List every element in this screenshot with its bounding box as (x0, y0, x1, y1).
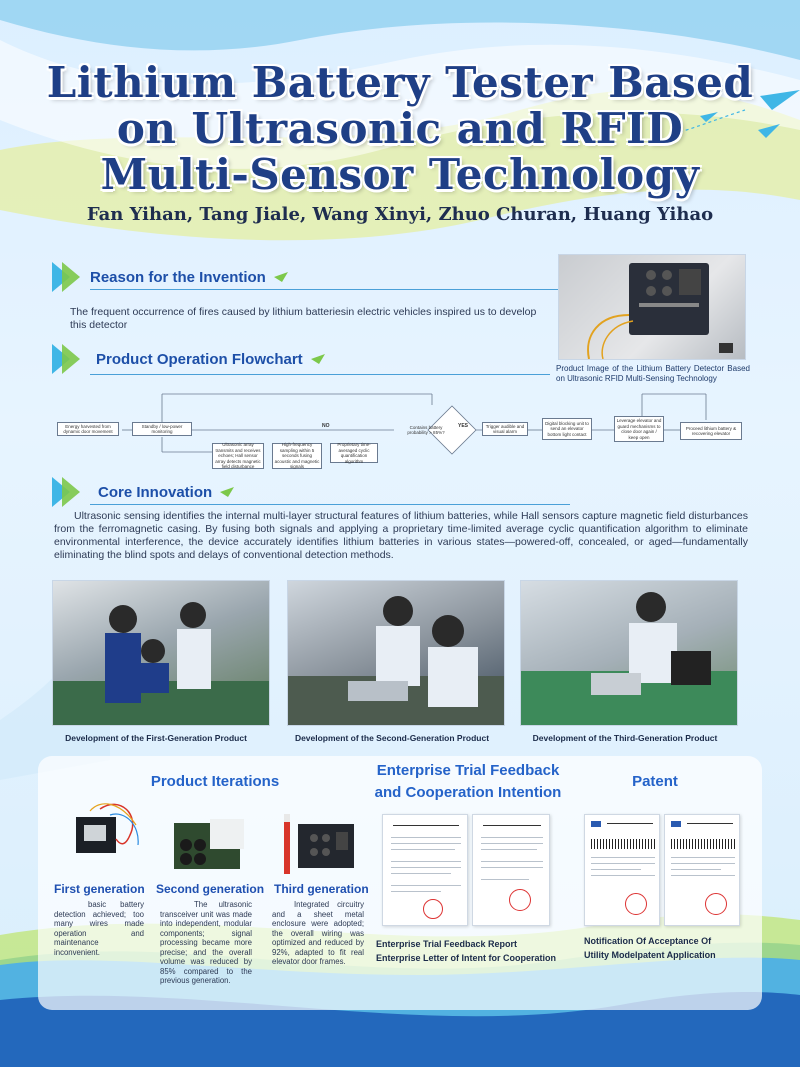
poster-title (0, 60, 800, 198)
flow-decision: Contains battery probability > 85%? (407, 424, 445, 435)
flow-box-8: Digital blocking unit to send an elevator bottom light contact (542, 418, 592, 440)
product-device-illustration (559, 255, 746, 360)
patent-caption-line1: Notification Of Acceptance Of (584, 936, 712, 946)
core-heading-label: Core Innovation (98, 483, 213, 501)
patent-caption (584, 934, 754, 962)
flow-box-2: Standby / low-power monitoring (132, 422, 192, 436)
gen1-text: basic battery detection achieved; too many wires made operation and maintenance inconvenient. (54, 900, 144, 957)
enterprise-caption (376, 937, 576, 965)
gen1-label: First generation (54, 882, 145, 896)
gen3-text: Integrated circuitry and a sheet metal enclosure were adopted; the overall wiring was optimized and reduced by 92%, adapted to fit real elevator door frames. (272, 900, 364, 966)
enterprise-heading-line2: and Cooperation Intention (374, 784, 562, 801)
title-line-1: Lithium Battery Tester Based (46, 58, 754, 107)
reason-text: The frequent occurrence of fires caused by lithium batteriesin electric vehicles inspired us to develop this detector (70, 306, 537, 331)
reason-heading (52, 262, 288, 292)
core-divider (90, 504, 570, 505)
patent-document-1 (584, 814, 660, 926)
gen3-image (280, 814, 358, 878)
title-line-3: Multi-Sensor Technology (100, 150, 700, 199)
reason-heading-label: Reason for the Invention (90, 268, 266, 286)
gen2-label: Second generation (156, 882, 265, 896)
flowchart-heading (52, 344, 325, 374)
paper-plane-icon (220, 487, 234, 497)
gen1-image (70, 795, 146, 865)
flow-box-7: Trigger audible and visual alarm (482, 422, 528, 436)
patent-caption-line2: Utility Modelpatent Application (584, 950, 716, 960)
dev-photo-3 (520, 580, 738, 726)
chevron-icon (52, 477, 86, 507)
product-image (558, 254, 746, 360)
flow-box-10: Proceed lithium battery & recovering elevator (680, 422, 742, 440)
flow-box-1: Energy harvested from dynamic door movement (57, 422, 119, 436)
iterations-heading: Product Iterations (150, 773, 280, 790)
chevron-icon (52, 262, 86, 292)
core-heading (52, 477, 234, 507)
dev-caption-2: Development of the Second-Generation Product (294, 733, 490, 743)
title-line-2: on Ultrasonic and RFID (116, 104, 684, 153)
reason-divider (90, 289, 560, 290)
chevron-icon (52, 344, 86, 374)
flow-box-5: Proprietary time-averaged cyclic quantification algorithm (330, 443, 378, 463)
flow-yes-label: YES (458, 423, 469, 429)
paper-plane-icon (274, 272, 288, 282)
flowchart-heading-label: Product Operation Flowchart (96, 350, 303, 368)
dev-photo-2 (287, 580, 505, 726)
dev-caption-1: Development of the First-Generation Product (65, 733, 247, 743)
paper-plane-icon (311, 354, 325, 364)
authors: Fan Yihan, Tang Jiale, Wang Xinyi, Zhuo Churan, Huang Yihao (86, 204, 714, 225)
core-text: Ultrasonic sensing identifies the internal multi-layer structural features of lithium batteries, while Hall sensors capture magnetic field disturbances from the ferromagnetic casing. By fusing both signals and applying a proprietary time-limited average cyclic quantification algorithm to eliminate environmental interference, the device accurately identifies lithium batteries in various states—powered-off, concealed, or aged—fundamentally eliminating the blind spots and delays of conventional detection methods. (54, 510, 748, 561)
dev-caption-3: Development of the Third-Generation Product (532, 733, 718, 743)
enterprise-heading (370, 760, 566, 804)
gen2-image (170, 815, 250, 873)
patent-document-2 (664, 814, 740, 926)
dev-photo-1 (52, 580, 270, 726)
flow-no-label: NO (322, 423, 330, 429)
patent-heading: Patent (632, 773, 678, 790)
enterprise-caption-line1: Enterprise Trial Feedback Report (376, 939, 518, 949)
product-image-caption: Product Image of the Lithium Battery Detector Based on Ultrasonic RFID Multi-Sensing Technology (556, 364, 750, 383)
flow-box-9: Leverage elevator and guard mechanisms to close door again / keep open (614, 416, 664, 442)
gen3-label: Third generation (274, 882, 369, 896)
enterprise-heading-line1: Enterprise Trial Feedback (376, 762, 560, 779)
flow-box-4: High-frequency sampling within 5 seconds fusing acoustic and magnetic signals (272, 443, 322, 469)
feedback-report-document (382, 814, 468, 926)
gen2-text: The ultrasonic transceiver unit was made into independent, modular components; signal processing became more precise; and the overall volume was reduced by 85% compared to the previous generation. (160, 900, 252, 985)
enterprise-caption-line2: Enterprise Letter of Intent for Cooperation (376, 953, 557, 963)
flowchart-divider (90, 374, 550, 375)
cooperation-letter-document (472, 814, 550, 926)
flow-box-3: Ultrasonic array transmits and receives echoes; Hall sensor array detects magnetic field disturbance (212, 443, 264, 469)
